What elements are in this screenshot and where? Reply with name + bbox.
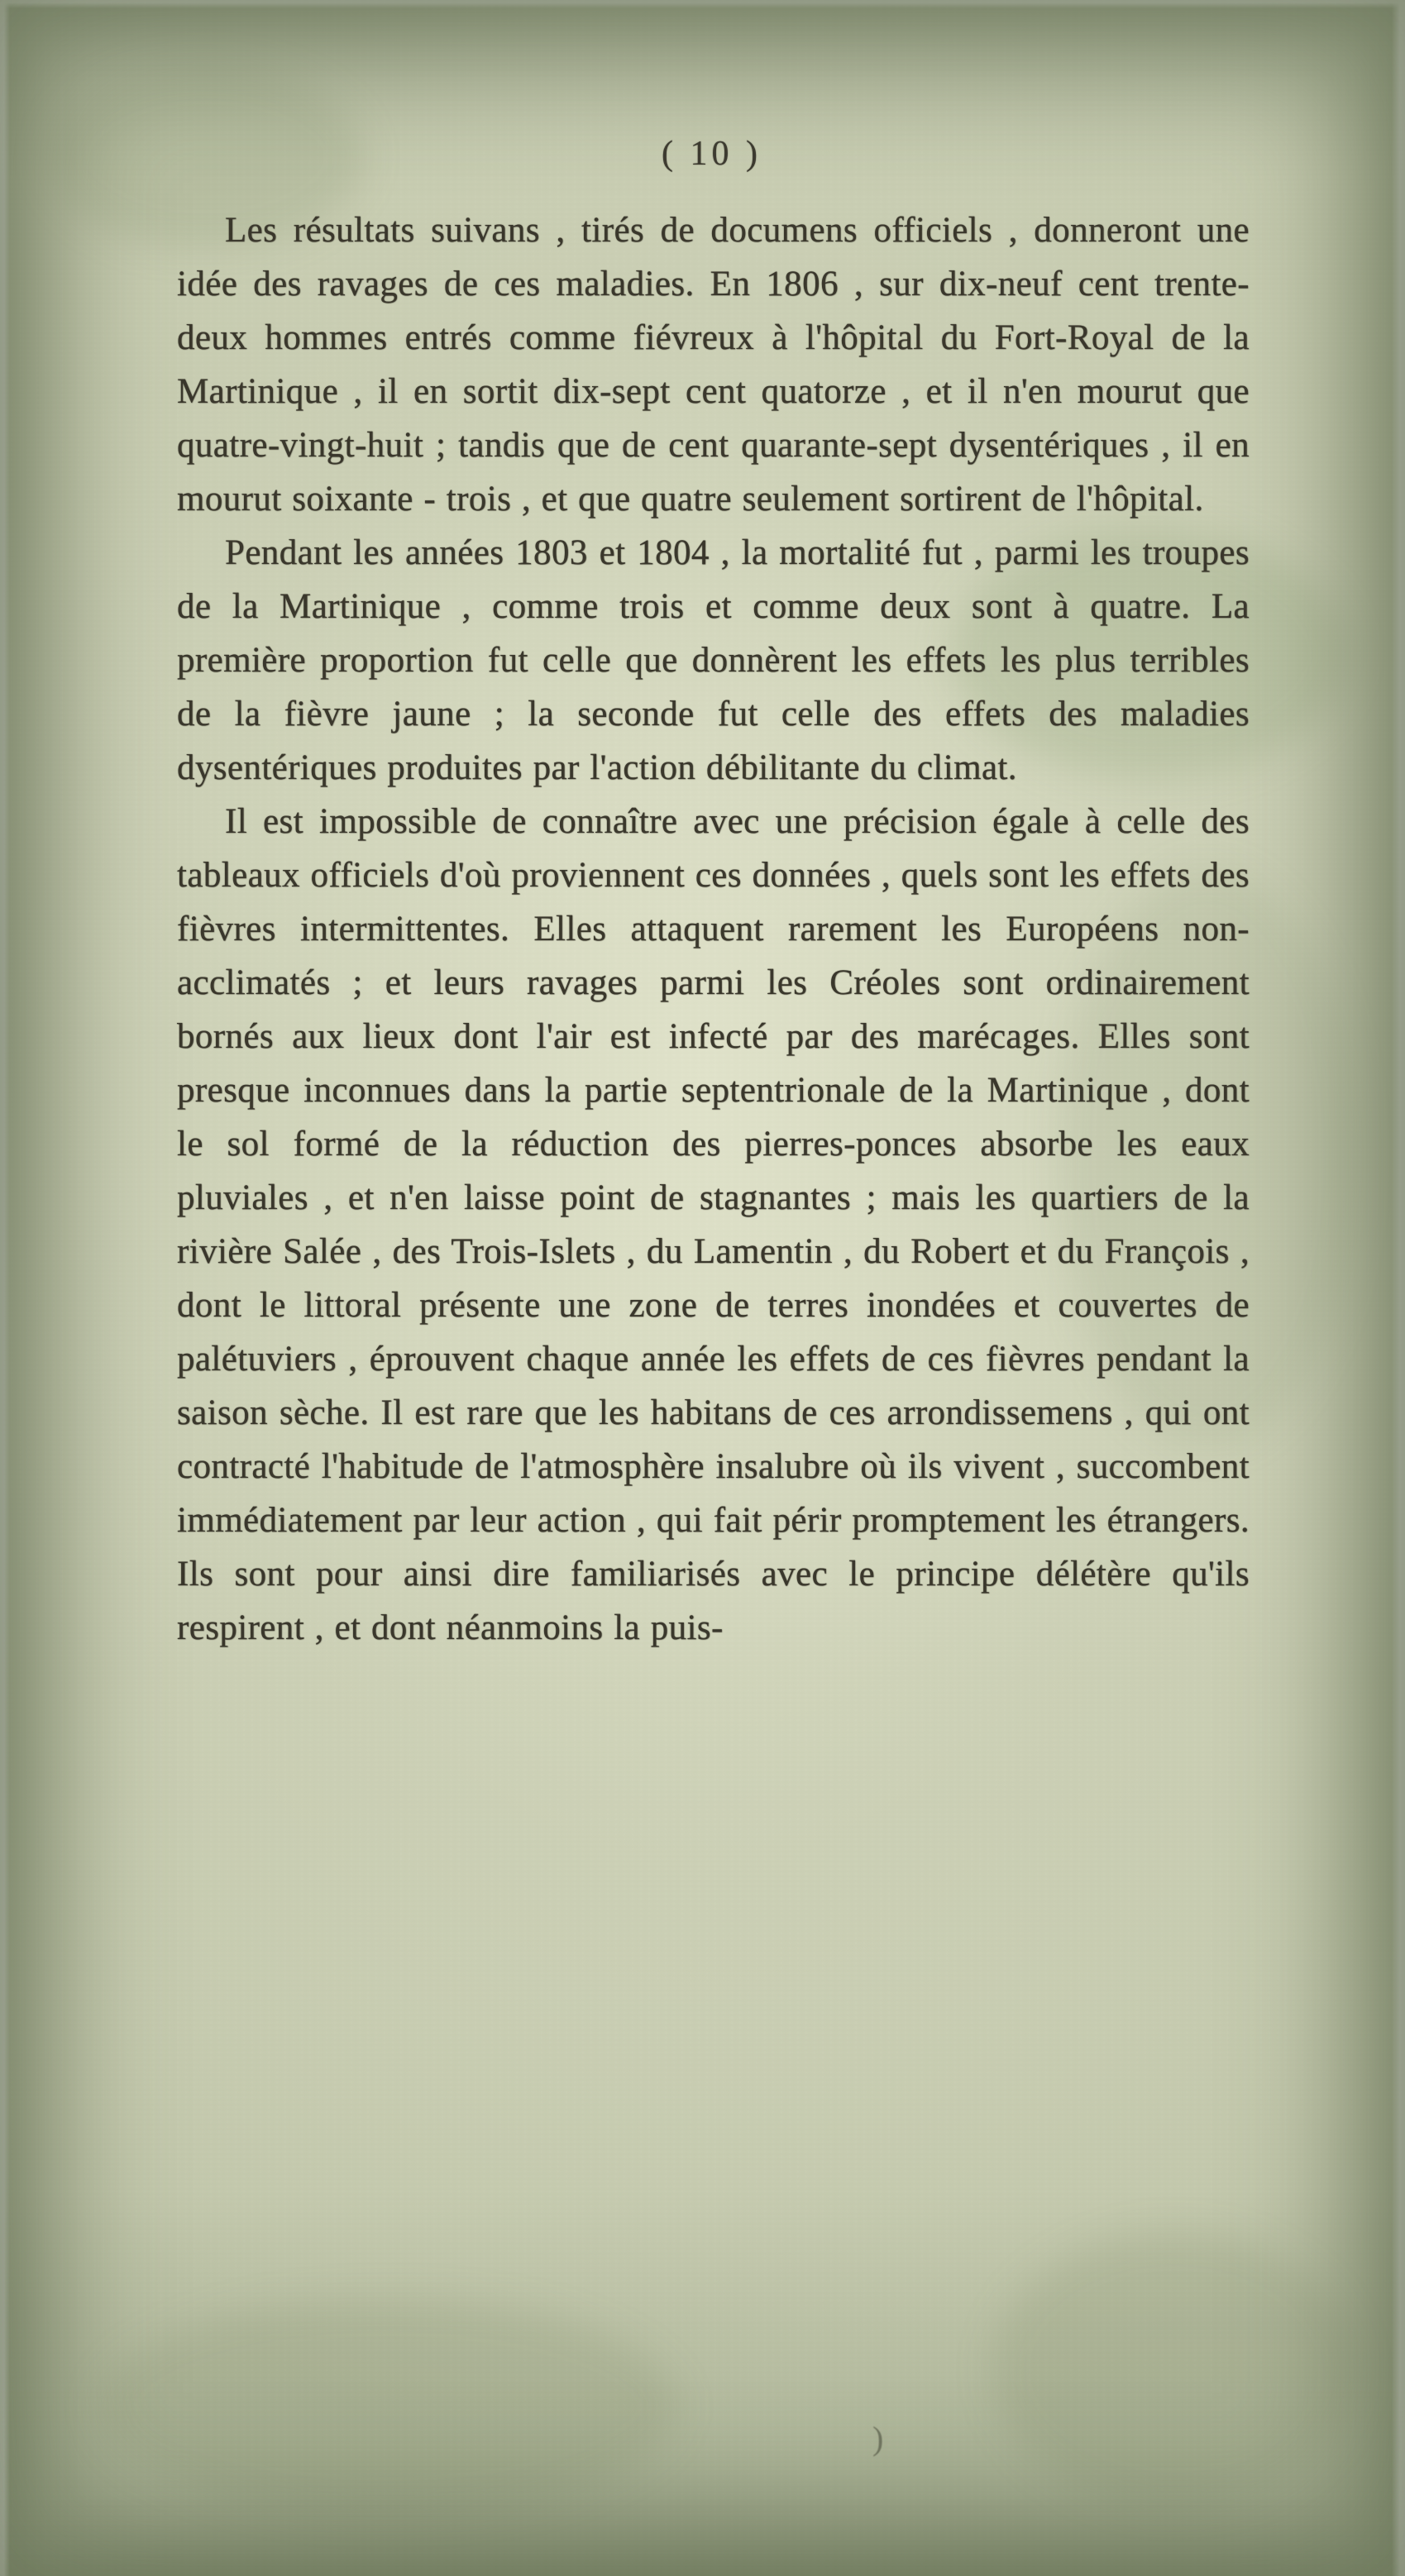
paragraph: Pendant les années 1803 et 1804 , la mortalité fut , parmi les troupes de la Martinique , comme trois et comme deux sont à quatre. La première proportion fut celle que donnèrent les effets les plus terribles de la fièvre jaune ; la seconde fut celle des effets des maladies dysentériques produites par l'action débilitante du climat. — [177, 533, 1250, 787]
scanner-edge-top — [0, 0, 1405, 8]
paper-stain — [99, 2299, 678, 2514]
scanner-edge-left — [0, 0, 10, 2576]
stray-ink-mark: ) — [872, 2420, 884, 2457]
paragraph: Il est impossible de connaître avec une précision égale à celle des tableaux officiels d'où proviennent ces données , quels sont les effets des fièvres intermittentes. Elles attaquent rarement les Européens non-acclimatés ; et leurs ravages parmi les Créoles sont ordinairement bornés aux lieux dont l'air est infecté par des marécages. Elles sont presque inconnues dans la partie septentrionale de la Martinique , dont le sol formé de la réduction des pierres-ponces absorbe les eaux pluviales , et n'en laisse point de stagnantes ; mais les quartiers de la rivière Salée , des Trois-Islets , du Lamentin , du Robert et du François , dont le littoral présente une zone de terres inondées et couvertes de palétuviers , éprouvent chaque année les effets de ces fièvres pendant la saison sèche. Il est rare que les habitans de ces arrondissemens , qui ont contracté l'habitude de l'atmosphère insalubre où ils vivent , succombent immédiatement par leur action , qui fait périr promptement les étrangers. Ils sont pour ainsi dire familiarisés avec le principe délétère qu'ils respirent , et dont néanmoins la puis- — [177, 802, 1250, 1647]
scanner-edge-right — [1392, 0, 1405, 2576]
body-text — [177, 203, 1250, 1655]
paragraph: Les résultats suivans , tirés de documens officiels , donneront une idée des ravages de ces maladies. En 1806 , sur dix-neuf cent trente-deux hommes entrés comme fiévreux à l'hôpital du Fort-Royal de la Martinique , il en sortit dix-sept cent quatorze , et il n'en mourut que quatre-vingt-huit ; tandis que de cent quarante-sept dysentériques , il en mourut soixante - trois , et que quatre seulement sortirent de l'hôpital. — [177, 211, 1250, 519]
paper-stain — [992, 2233, 1356, 2506]
page-number: ( 10 ) — [662, 135, 762, 173]
